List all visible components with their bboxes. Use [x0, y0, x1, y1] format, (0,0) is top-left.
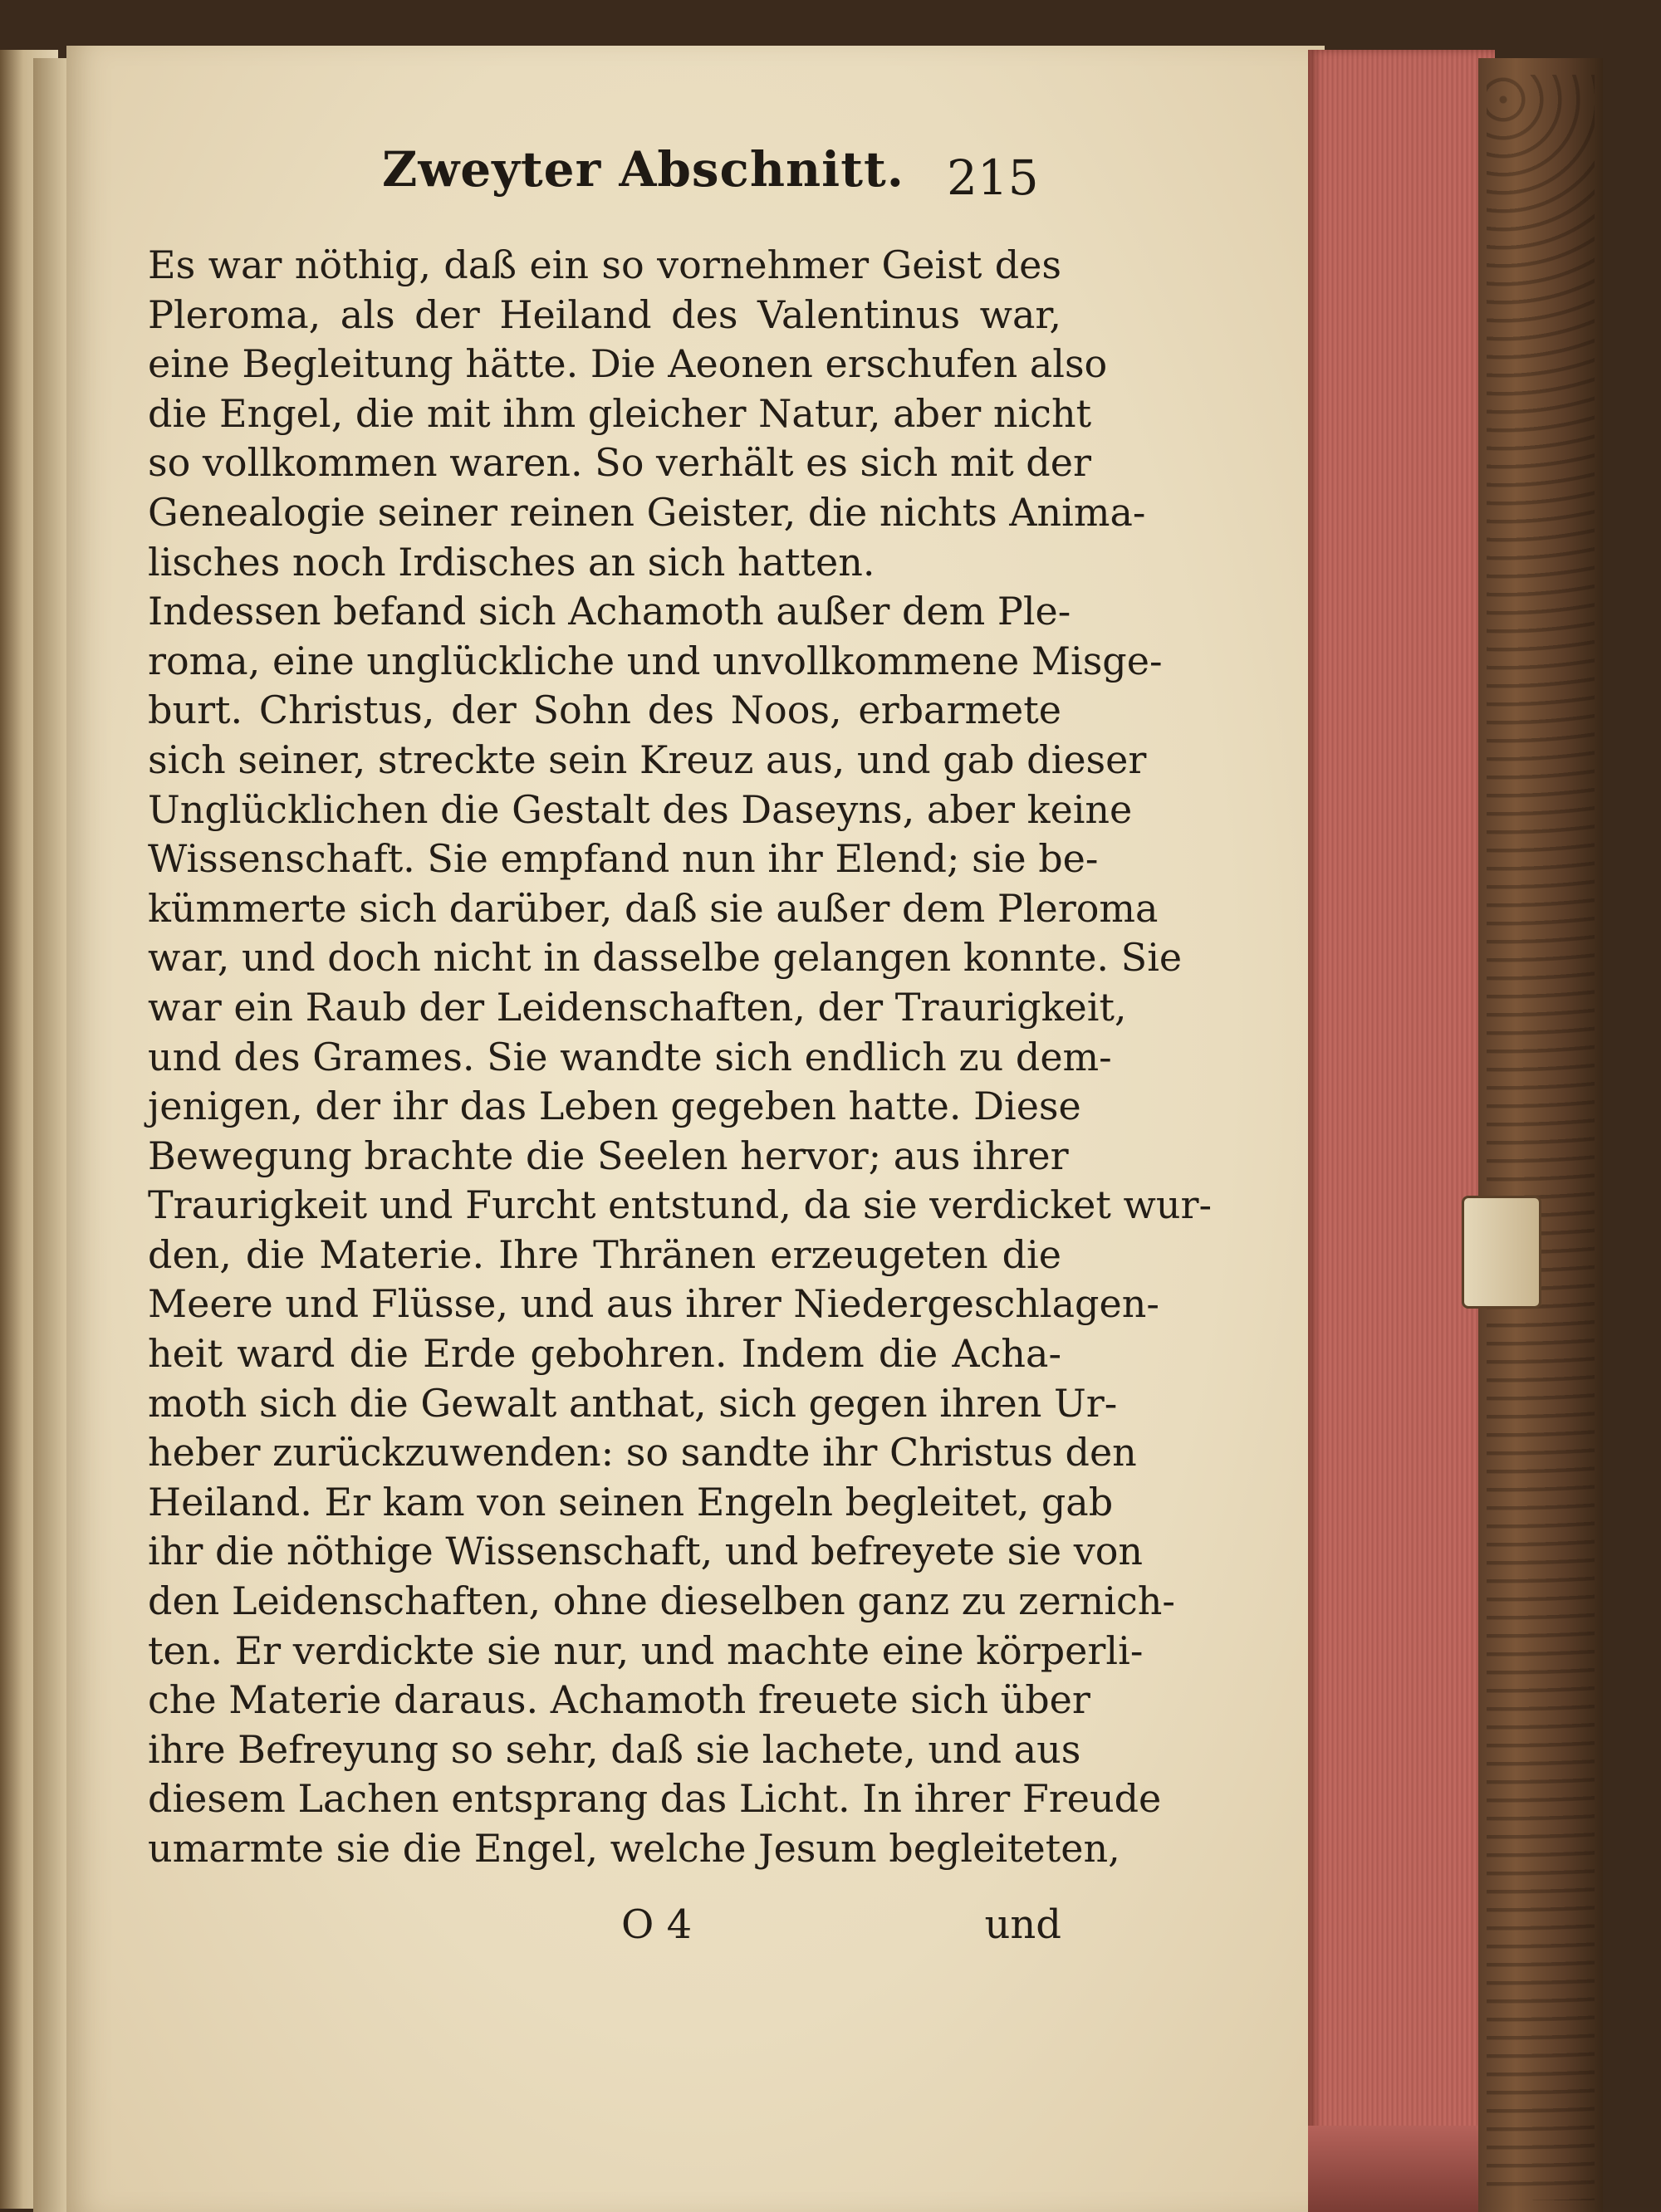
- text-line: Traurigkeit und Furcht entstund, da sie verdicket wur-: [148, 1182, 1213, 1228]
- text-line: roma, eine unglückliche und unvollkommene Misge-: [148, 638, 1163, 683]
- text-line: che Materie daraus. Achamoth freuete sich über: [148, 1677, 1090, 1723]
- body-text: [148, 241, 1213, 1874]
- page-number: 215: [947, 149, 1039, 206]
- text-line: Heiland. Er kam von seinen Engeln begleitet, gab: [148, 1479, 1114, 1524]
- catchword: und: [984, 1901, 1061, 1948]
- text-line: Es war nöthig, daß ein so vornehmer Geist des: [148, 242, 1061, 287]
- text-line: heber zurückzuwenden: so sandte ihr Christus den: [148, 1430, 1137, 1475]
- signature-mark: O 4: [621, 1901, 693, 1948]
- text-line: die Engel, die mit ihm gleicher Natur, aber nicht: [148, 390, 1092, 436]
- text-line: den Leidenschaften, ohne dieselben ganz zu zernich-: [148, 1578, 1175, 1624]
- text-line: Genealogie seiner reinen Geister, die nichts Anima-: [148, 489, 1146, 535]
- text-line: ihr die nöthige Wissenschaft, und befreyete sie von: [148, 1529, 1144, 1574]
- text-line: lisches noch Irdisches an sich hatten.: [148, 539, 875, 585]
- page-block-bottom: [1308, 2126, 1495, 2212]
- text-line: heit ward die Erde gebohren. Indem die Acha-: [148, 1331, 1061, 1377]
- text-line: diesem Lachen entsprang das Licht. In ihrer Freude: [148, 1776, 1162, 1822]
- text-line: den, die Materie. Ihre Thränen erzeugeten die: [148, 1231, 1061, 1277]
- text-line: so vollkommen waren. So verhält es sich mit der: [148, 440, 1091, 486]
- text-line: und des Grames. Sie wandte sich endlich zu dem-: [148, 1034, 1112, 1079]
- text-line: Bewegung brachte die Seelen hervor; aus ihrer: [148, 1133, 1069, 1178]
- text-line: umarmte sie die Engel, welche Jesum begleiteten,: [148, 1826, 1120, 1871]
- text-line: ihre Befreyung so sehr, daß sie lachete, und aus: [148, 1726, 1081, 1772]
- text-line: sich seiner, streckte sein Kreuz aus, und gab dieser: [148, 737, 1147, 782]
- text-line: burt. Christus, der Sohn des Noos, erbarmete: [148, 688, 1061, 733]
- text-line: war ein Raub der Leidenschaften, der Traurigkeit,: [148, 984, 1127, 1030]
- text-line: Meere und Flüsse, und aus ihrer Niedergeschlagen-: [148, 1281, 1159, 1327]
- page-block-edge: [1308, 50, 1495, 2159]
- text-line: eine Begleitung hätte. Die Aeonen erschufen also: [148, 341, 1108, 387]
- bookmark-clasp: [1462, 1196, 1541, 1309]
- text-line: jenigen, der ihr das Leben gegeben hatte. Diese: [148, 1084, 1081, 1129]
- text-line: war, und doch nicht in dasselbe gelangen konnte. Sie: [148, 935, 1183, 981]
- text-line: Unglücklichen die Gestalt des Daseyns, aber keine: [148, 786, 1133, 832]
- text-line: kümmerte sich darüber, daß sie außer dem Pleroma: [148, 885, 1159, 931]
- text-line: Pleroma, als der Heiland des Valentinus war,: [148, 291, 1061, 337]
- section-title: Zweyter Abschnitt.: [382, 141, 904, 198]
- text-line: ten. Er verdickte sie nur, und machte eine körperli-: [148, 1627, 1144, 1673]
- cover-texture: [1487, 75, 1595, 2200]
- text-line: Indessen befand sich Achamoth außer dem Ple-: [148, 589, 1071, 634]
- page-footer: [148, 1901, 1061, 1951]
- text-line: Wissenschaft. Sie empfand nun ihr Elend; sie be-: [148, 836, 1099, 882]
- text-line: moth sich die Gewalt anthat, sich gegen ihren Ur-: [148, 1380, 1118, 1426]
